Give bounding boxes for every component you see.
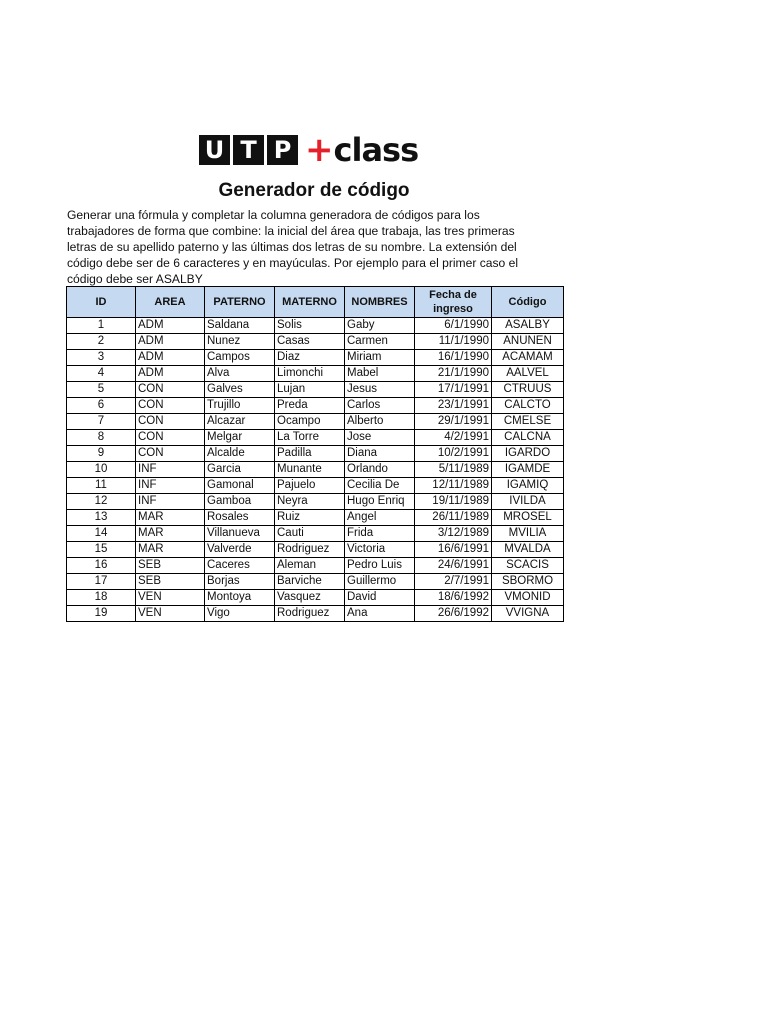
codigo-cell: ASALBY [492,318,564,334]
table-row [67,558,564,574]
area-cell: ADM [136,350,205,366]
nombres-cell: Angel [345,510,415,526]
paterno-cell: Borjas [205,574,275,590]
instructions-paragraph: Generar una fórmula y completar la columna generadora de códigos para los trabajadores de forma que combine: la inicial del área que trabaja, las tres primeras letras de su apellido paterno y las últimas dos letras de su nombre. La extensión del código debe ser de 6 caracteres y en mayúculas. Por ejemplo para el primer caso el código debe ser ASALBY [67,208,519,286]
paterno-cell: Villanueva [205,526,275,542]
nombres-cell: Miriam [345,350,415,366]
fecha-cell: 6/1/1990 [415,318,492,334]
fecha-cell: 23/1/1991 [415,398,492,414]
nombres-cell: Diana [345,446,415,462]
codigo-cell: SBORMO [492,574,564,590]
materno-cell: Solis [275,318,345,334]
id-cell: 10 [67,462,136,478]
page-title: Generador de código [218,180,410,201]
nombres-cell: Gaby [345,318,415,334]
nombres-cell: Mabel [345,366,415,382]
fecha-cell: 26/11/1989 [415,510,492,526]
table-row [67,510,564,526]
table-row [67,590,564,606]
id-cell: 19 [67,606,136,622]
id-cell: 2 [67,334,136,350]
codigo-cell: IGARDO [492,446,564,462]
codigo-cell: IGAMDE [492,462,564,478]
area-cell: INF [136,494,205,510]
table-body [67,318,564,622]
area-cell: ADM [136,366,205,382]
header-paterno: PATERNO [205,287,275,318]
area-cell: SEB [136,558,205,574]
employee-code-table [66,286,564,622]
table-row [67,574,564,590]
area-cell: CON [136,414,205,430]
nombres-cell: Cecilia De [345,478,415,494]
area-cell: VEN [136,590,205,606]
id-cell: 16 [67,558,136,574]
materno-cell: Preda [275,398,345,414]
materno-cell: Rodriguez [275,606,345,622]
materno-cell: Pajuelo [275,478,345,494]
paterno-cell: Caceres [205,558,275,574]
area-cell: INF [136,462,205,478]
paterno-cell: Alva [205,366,275,382]
id-cell: 11 [67,478,136,494]
nombres-cell: Pedro Luis [345,558,415,574]
nombres-cell: Carlos [345,398,415,414]
fecha-cell: 2/7/1991 [415,574,492,590]
materno-cell: Padilla [275,446,345,462]
fecha-cell: 5/11/1989 [415,462,492,478]
codigo-cell: MVALDA [492,542,564,558]
paterno-cell: Valverde [205,542,275,558]
fecha-cell: 12/11/1989 [415,478,492,494]
paterno-cell: Gamboa [205,494,275,510]
codigo-cell: CALCNA [492,430,564,446]
codigo-cell: MROSEL [492,510,564,526]
id-cell: 15 [67,542,136,558]
codigo-cell: SCACIS [492,558,564,574]
nombres-cell: Ana [345,606,415,622]
materno-cell: Neyra [275,494,345,510]
id-cell: 8 [67,430,136,446]
area-cell: MAR [136,542,205,558]
id-cell: 4 [67,366,136,382]
table-row [67,350,564,366]
header-nombres: NOMBRES [345,287,415,318]
logo-letter-t: T [233,135,264,165]
materno-cell: Aleman [275,558,345,574]
id-cell: 14 [67,526,136,542]
area-cell: SEB [136,574,205,590]
area-cell: CON [136,398,205,414]
id-cell: 5 [67,382,136,398]
paterno-cell: Gamonal [205,478,275,494]
area-cell: INF [136,478,205,494]
area-cell: CON [136,446,205,462]
header-fecha-ingreso: Fecha de ingreso [415,287,492,318]
fecha-cell: 18/6/1992 [415,590,492,606]
codigo-cell: CTRUUS [492,382,564,398]
materno-cell: Barviche [275,574,345,590]
table-row [67,382,564,398]
utp-class-logo [199,130,419,170]
fecha-cell: 26/6/1992 [415,606,492,622]
table-row [67,366,564,382]
area-cell: CON [136,430,205,446]
fecha-cell: 17/1/1991 [415,382,492,398]
fecha-cell: 11/1/1990 [415,334,492,350]
area-cell: ADM [136,318,205,334]
table-row [67,430,564,446]
id-cell: 1 [67,318,136,334]
materno-cell: Cauti [275,526,345,542]
table-row [67,398,564,414]
fecha-cell: 24/6/1991 [415,558,492,574]
nombres-cell: Victoria [345,542,415,558]
materno-cell: Vasquez [275,590,345,606]
logo-plus: + [305,130,334,170]
nombres-cell: Guillermo [345,574,415,590]
materno-cell: Limonchi [275,366,345,382]
table-row [67,478,564,494]
codigo-cell: AALVEL [492,366,564,382]
codigo-cell: VMONID [492,590,564,606]
header-materno: MATERNO [275,287,345,318]
codigo-cell: MVILIA [492,526,564,542]
codigo-cell: CMELSE [492,414,564,430]
codigo-cell: CALCTO [492,398,564,414]
materno-cell: Ruiz [275,510,345,526]
logo-letter-p: P [267,135,298,165]
table-row [67,414,564,430]
table-header [67,287,564,318]
materno-cell: La Torre [275,430,345,446]
paterno-cell: Galves [205,382,275,398]
fecha-cell: 19/11/1989 [415,494,492,510]
id-cell: 9 [67,446,136,462]
materno-cell: Lujan [275,382,345,398]
table-row [67,542,564,558]
fecha-cell: 16/6/1991 [415,542,492,558]
nombres-cell: David [345,590,415,606]
id-cell: 6 [67,398,136,414]
paterno-cell: Trujillo [205,398,275,414]
id-cell: 3 [67,350,136,366]
paterno-cell: Montoya [205,590,275,606]
paterno-cell: Alcalde [205,446,275,462]
nombres-cell: Orlando [345,462,415,478]
table-row [67,446,564,462]
table-row [67,526,564,542]
fecha-cell: 21/1/1990 [415,366,492,382]
id-cell: 7 [67,414,136,430]
paterno-cell: Campos [205,350,275,366]
paterno-cell: Garcia [205,462,275,478]
fecha-cell: 10/2/1991 [415,446,492,462]
nombres-cell: Alberto [345,414,415,430]
id-cell: 13 [67,510,136,526]
area-cell: VEN [136,606,205,622]
codigo-cell: VVIGNA [492,606,564,622]
codigo-cell: ANUNEN [492,334,564,350]
fecha-cell: 29/1/1991 [415,414,492,430]
id-cell: 17 [67,574,136,590]
codigo-cell: IVILDA [492,494,564,510]
area-cell: MAR [136,510,205,526]
header-id: ID [67,287,136,318]
logo-word: class [333,131,419,169]
id-cell: 12 [67,494,136,510]
nombres-cell: Frida [345,526,415,542]
id-cell: 18 [67,590,136,606]
fecha-cell: 16/1/1990 [415,350,492,366]
paterno-cell: Saldana [205,318,275,334]
table-row [67,462,564,478]
nombres-cell: Jose [345,430,415,446]
logo-letter-u: U [199,135,230,165]
materno-cell: Casas [275,334,345,350]
area-cell: MAR [136,526,205,542]
codigo-cell: ACAMAM [492,350,564,366]
materno-cell: Ocampo [275,414,345,430]
table-row [67,334,564,350]
fecha-cell: 3/12/1989 [415,526,492,542]
table-row [67,318,564,334]
materno-cell: Diaz [275,350,345,366]
area-cell: ADM [136,334,205,350]
paterno-cell: Nunez [205,334,275,350]
paterno-cell: Alcazar [205,414,275,430]
header-area: AREA [136,287,205,318]
table-row [67,494,564,510]
area-cell: CON [136,382,205,398]
header-row [67,287,564,318]
nombres-cell: Hugo Enriq [345,494,415,510]
paterno-cell: Melgar [205,430,275,446]
materno-cell: Munante [275,462,345,478]
codigo-cell: IGAMIQ [492,478,564,494]
fecha-cell: 4/2/1991 [415,430,492,446]
materno-cell: Rodriguez [275,542,345,558]
nombres-cell: Jesus [345,382,415,398]
header-codigo: Código [492,287,564,318]
nombres-cell: Carmen [345,334,415,350]
table-row [67,606,564,622]
paterno-cell: Vigo [205,606,275,622]
paterno-cell: Rosales [205,510,275,526]
